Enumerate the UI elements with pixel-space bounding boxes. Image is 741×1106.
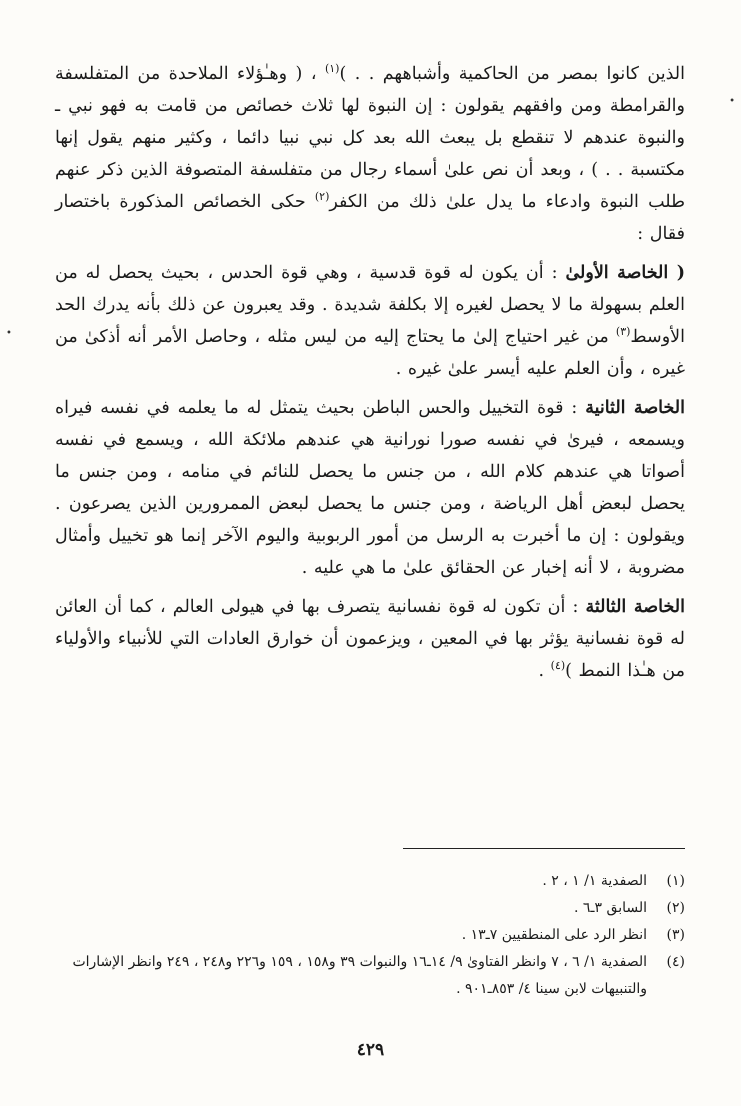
paragraph-text: الذين كانوا بمصر من الحاكمية وأشباههم . . ) bbox=[339, 64, 685, 84]
paragraph-text: من غير احتياج إلىٰ ما يحتاج إليه من ليس مثله ، وحاصل الأمر أنه أذكىٰ من غيره ، وأن العلم عليه أيسر علىٰ غيره . bbox=[55, 327, 685, 379]
paragraph-text: حكى الخصائص المذكورة باختصار فقال : bbox=[55, 192, 685, 244]
main-text bbox=[55, 58, 685, 694]
footnote-ref-1: (١) bbox=[324, 62, 340, 76]
paragraph-first-property bbox=[55, 257, 685, 385]
footnote-ref-3: (٣) bbox=[615, 325, 631, 339]
page-number: ٤٢٩ bbox=[356, 1040, 385, 1060]
footnote-item bbox=[55, 922, 685, 949]
footnote-text: السابق ٣ـ٦ . bbox=[573, 900, 647, 916]
footnote-item bbox=[55, 868, 685, 895]
footnote-number: (٤) bbox=[666, 954, 685, 970]
paragraph-text: : أن يكون له قوة قدسية ، وهي قوة الحدس ، بحيث يحصل له من العلم بسهولة ما لا يحصل لغيره إلا بكلفة شديدة . وقد يعبرون عن ذلك بأنه يدرك الحد الأوسط bbox=[55, 263, 685, 347]
footnote-ref-4: (٤) bbox=[550, 659, 566, 673]
paragraph-text: : قوة التخييل والحس الباطن بحيث يتمثل له ما يعلمه في نفسه فيراه ويسمعه ، فيرىٰ في نفسه صورا نورانية هي عندهم ملائكة الله ، ويسمع في نفسه أصواتا هي عندهم كلام الله ، من جنس ما يحصل للنائم في منامه ، ومن جنس ما يحصل لبعض أهل الرياضة ، ومن جنس ما يحصل لبعض الممرورين الذين يصرعون . ويقولون : إن ما أخبرت به الرسل من أمور الربوبية واليوم الآخر إنما هو تخييل وأمثال مضروبة ، لا أنه إخبار عن الحقائق علىٰ ما هي عليه . bbox=[55, 398, 685, 578]
margin-dot: • bbox=[729, 96, 735, 107]
paragraph-second-property bbox=[55, 392, 685, 584]
footnote-item bbox=[55, 895, 685, 922]
paragraph-heading: الخاصة الثانية bbox=[585, 398, 685, 418]
footnotes bbox=[55, 868, 685, 1003]
paragraph-heading: الخاصة الثالثة bbox=[585, 597, 685, 617]
paragraph-text: ، ( وهـٰؤلاء الملاحدة من المتفلسفة والقرامطة ومن وافقهم يقولون : إن النبوة لها ثلاث خصائص من قامت به فهو نبي ـ والنبوة عندهم لا تنقطع بل يبعث الله بعد كل نبي نبيا دائما ، وكثير منهم يقول إنها مكتسبة . . ) ، وبعد أن نص علىٰ أسماء رجال من متفلسفة المتصوفة الذين ذكر عنهم طلب النبوة وادعاء ما يدل علىٰ ذلك من الكفر bbox=[55, 64, 685, 212]
footnote-number: (١) bbox=[666, 873, 685, 889]
paragraph-intro bbox=[55, 58, 685, 250]
paragraph-heading: ( الخاصة الأولىٰ bbox=[565, 263, 685, 283]
footnote-text: الصفدية ١/ ١ ، ٢ . bbox=[542, 873, 647, 889]
footnote-separator bbox=[403, 848, 685, 849]
footnote-number: (٣) bbox=[666, 927, 685, 943]
margin-dot: • bbox=[6, 328, 12, 339]
footnote-ref-2: (٢) bbox=[314, 190, 330, 204]
paragraph-text: : أن تكون له قوة نفسانية يتصرف بها في هيولى العالم ، كما أن العائن له قوة نفسانية يؤثر بها في المعين ، ويزعمون أن خوارق العادات التي للأنبياء والأولياء من هـٰذا النمط ) bbox=[55, 597, 685, 681]
paragraph-third-property bbox=[55, 591, 685, 687]
footnote-text: انظر الرد على المنطقيين ٧ـ١٣ . bbox=[461, 927, 647, 943]
footnote-item bbox=[55, 949, 685, 1003]
footnote-number: (٢) bbox=[666, 900, 685, 916]
paragraph-text: . bbox=[538, 661, 551, 681]
footnote-text: الصفدية ١/ ٦ ، ٧ وانظر الفتاوىٰ ٩/ ١٤ـ١٦ والنبوات ٣٩ و١٥٨ ، ١٥٩ و٢٢٦ و٢٤٨ ، ٢٤٩ وانظر الإشارات والتنبيهات لابن سينا ٤/ ٨٥٣ـ٩٠١ . bbox=[72, 954, 647, 997]
